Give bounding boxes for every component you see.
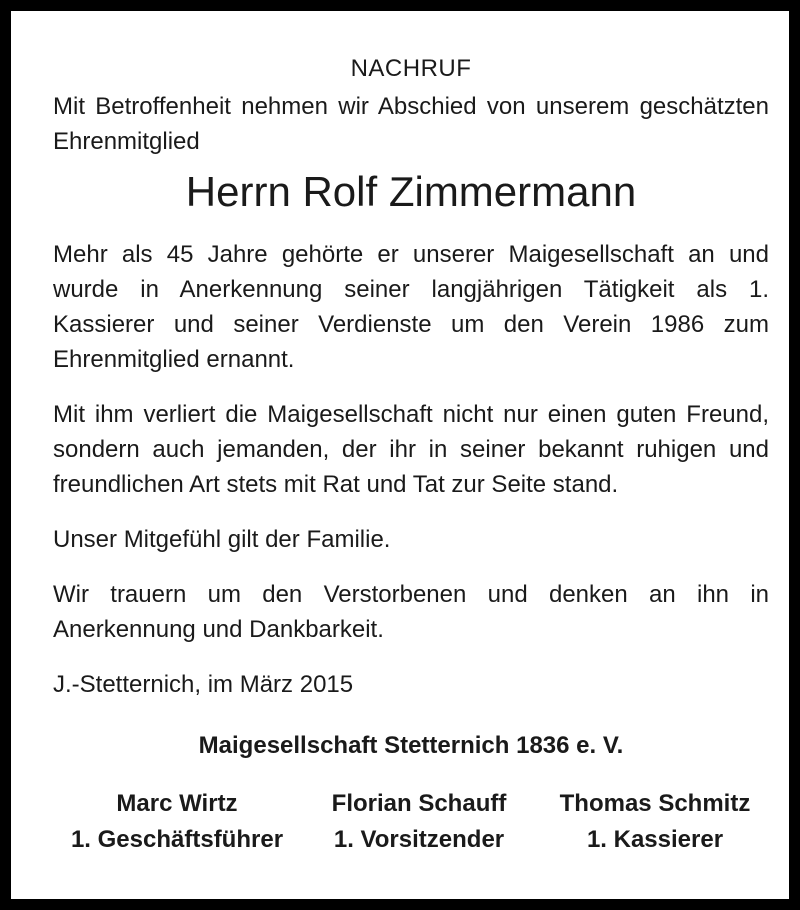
paragraph-membership: Mehr als 45 Jahre gehörte er unserer Maigesellschaft an und wurde in Anerkennung seiner langjährigen Tätigkeit als 1. Kassierer und seiner Verdienste um den Verein 1986 zum Ehrenmitglied ernannt. — [53, 241, 769, 373]
organization-name: Maigesellschaft Stetternich 1836 e. V. — [198, 732, 624, 759]
intro-text: Mit Betroffenheit nehmen wir Abschied von unserem geschätzten Ehrenmitglied — [53, 93, 769, 155]
signatory-name: Thomas Schmitz — [559, 790, 751, 817]
paragraph-condolence: Unser Mitgefühl gilt der Familie. — [53, 526, 391, 553]
signatory — [311, 786, 527, 858]
place-date: J.-Stetternich, im März 2015 — [53, 671, 354, 698]
paragraph-tribute: Mit ihm verliert die Maigesellschaft nicht nur einen guten Freund, sondern auch jemanden, der ihr in seiner bekannt ruhigen und freundlichen Art stets mit Rat und Tat zur Seite stand. — [53, 401, 769, 498]
signatory-role: 1. Geschäftsführer — [70, 826, 284, 853]
paragraph-mourning: Wir trauern um den Verstorbenen und denken an ihn in Anerkennung und Dankbarkeit. — [53, 581, 769, 643]
signatory — [51, 786, 303, 858]
signatories — [53, 786, 769, 858]
signatory — [539, 786, 771, 858]
deceased-name: Herrn Rolf Zimmermann — [185, 168, 637, 215]
signatory-role: 1. Kassierer — [586, 826, 724, 853]
notice-content — [53, 51, 769, 858]
signatory-role: 1. Vorsitzender — [333, 826, 505, 853]
signatory-name: Marc Wirtz — [116, 790, 238, 817]
notice-heading: NACHRUF — [350, 55, 472, 82]
signatory-name: Florian Schauff — [331, 790, 507, 817]
